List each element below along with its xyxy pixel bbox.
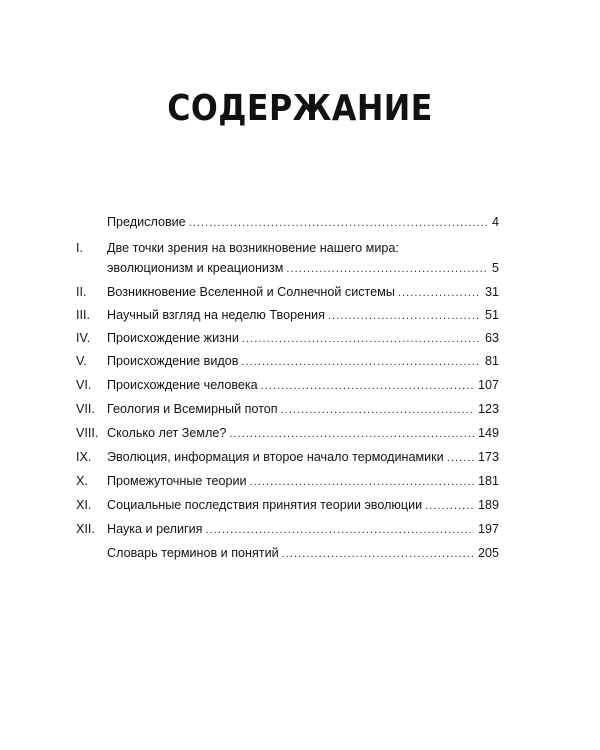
chapter-title: Промежуточные теории	[107, 474, 247, 488]
dot-leader	[328, 305, 481, 327]
page-number: 107	[477, 378, 499, 392]
chapter-number: XI.	[76, 498, 92, 512]
chapter-number: II.	[76, 285, 87, 299]
page-number: 205	[477, 546, 499, 560]
dot-leader	[189, 212, 488, 234]
dot-leader	[281, 399, 474, 421]
toc-entry-chapter-12	[76, 518, 499, 540]
chapter-title: Сколько лет Земле?	[107, 426, 227, 440]
toc-entry-chapter-1	[76, 237, 499, 275]
page-number: 123	[477, 402, 499, 416]
page-number: 149	[477, 426, 499, 440]
toc-entry-chapter-3	[76, 304, 499, 326]
dot-leader	[398, 282, 481, 304]
chapter-title: Происхождение человека	[107, 378, 258, 392]
toc-entry-chapter-4	[76, 327, 499, 349]
page-number: 197	[477, 522, 499, 536]
toc-entry-chapter-8	[76, 422, 499, 444]
page-number: 173	[477, 450, 499, 464]
toc-entry-chapter-7	[76, 398, 499, 420]
chapter-number: VII.	[76, 402, 95, 416]
chapter-title: Предисловие	[107, 215, 186, 229]
page-number: 51	[484, 308, 499, 322]
chapter-number: IV.	[76, 331, 91, 345]
toc-entry-chapter-5	[76, 350, 499, 372]
page-title: СОДЕРЖАНИЕ	[167, 88, 433, 129]
page-number: 81	[484, 354, 499, 368]
toc-entry-chapter-9	[76, 446, 499, 468]
page-number: 5	[491, 261, 499, 275]
chapter-title: Геология и Всемирный потоп	[107, 402, 278, 416]
page-number: 181	[477, 474, 499, 488]
chapter-number: III.	[76, 308, 90, 322]
page-number: 31	[484, 285, 499, 299]
chapter-title: Происхождение жизни	[107, 331, 239, 345]
dot-leader	[425, 495, 474, 517]
page-number: 63	[484, 331, 499, 345]
chapter-number: IX.	[76, 450, 92, 464]
dot-leader	[250, 471, 474, 493]
chapter-number: X.	[76, 474, 88, 488]
dot-leader	[241, 351, 481, 373]
chapter-number: V.	[76, 354, 87, 368]
chapter-title: эволюционизм и креационизм	[107, 261, 284, 275]
toc-entry-chapter-6	[76, 374, 499, 396]
chapter-title: Возникновение Вселенной и Солнечной системы	[107, 285, 395, 299]
dot-leader	[242, 328, 481, 350]
toc-entry-preface	[76, 211, 499, 233]
chapter-number: VIII.	[76, 426, 99, 440]
chapter-number: I.	[76, 241, 83, 255]
dot-leader	[286, 258, 488, 280]
dot-leader	[206, 519, 474, 541]
toc-entry-chapter-10	[76, 470, 499, 492]
dot-leader	[447, 447, 474, 469]
dot-leader	[282, 543, 474, 565]
dot-leader	[261, 375, 474, 397]
chapter-title-line1: Две точки зрения на возникновение нашего мира:	[107, 241, 399, 255]
chapter-title: Словарь терминов и понятий	[107, 546, 279, 560]
chapter-number: VI.	[76, 378, 92, 392]
chapter-title: Социальные последствия принятия теории эволюции	[107, 498, 423, 512]
dot-leader	[229, 423, 474, 445]
chapter-number: XII.	[76, 522, 95, 536]
chapter-title: Научный взгляд на неделю Творения	[107, 308, 325, 322]
page-number: 4	[491, 215, 499, 229]
chapter-title: Эволюция, информация и второе начало термодинамики	[107, 450, 444, 464]
chapter-title: Происхождение видов	[107, 354, 239, 368]
toc-entry-chapter-2	[76, 281, 499, 303]
toc-entry-chapter-11	[76, 494, 499, 516]
chapter-title: Наука и религия	[107, 522, 203, 536]
page-number: 189	[477, 498, 499, 512]
toc-entry-glossary	[76, 542, 499, 564]
